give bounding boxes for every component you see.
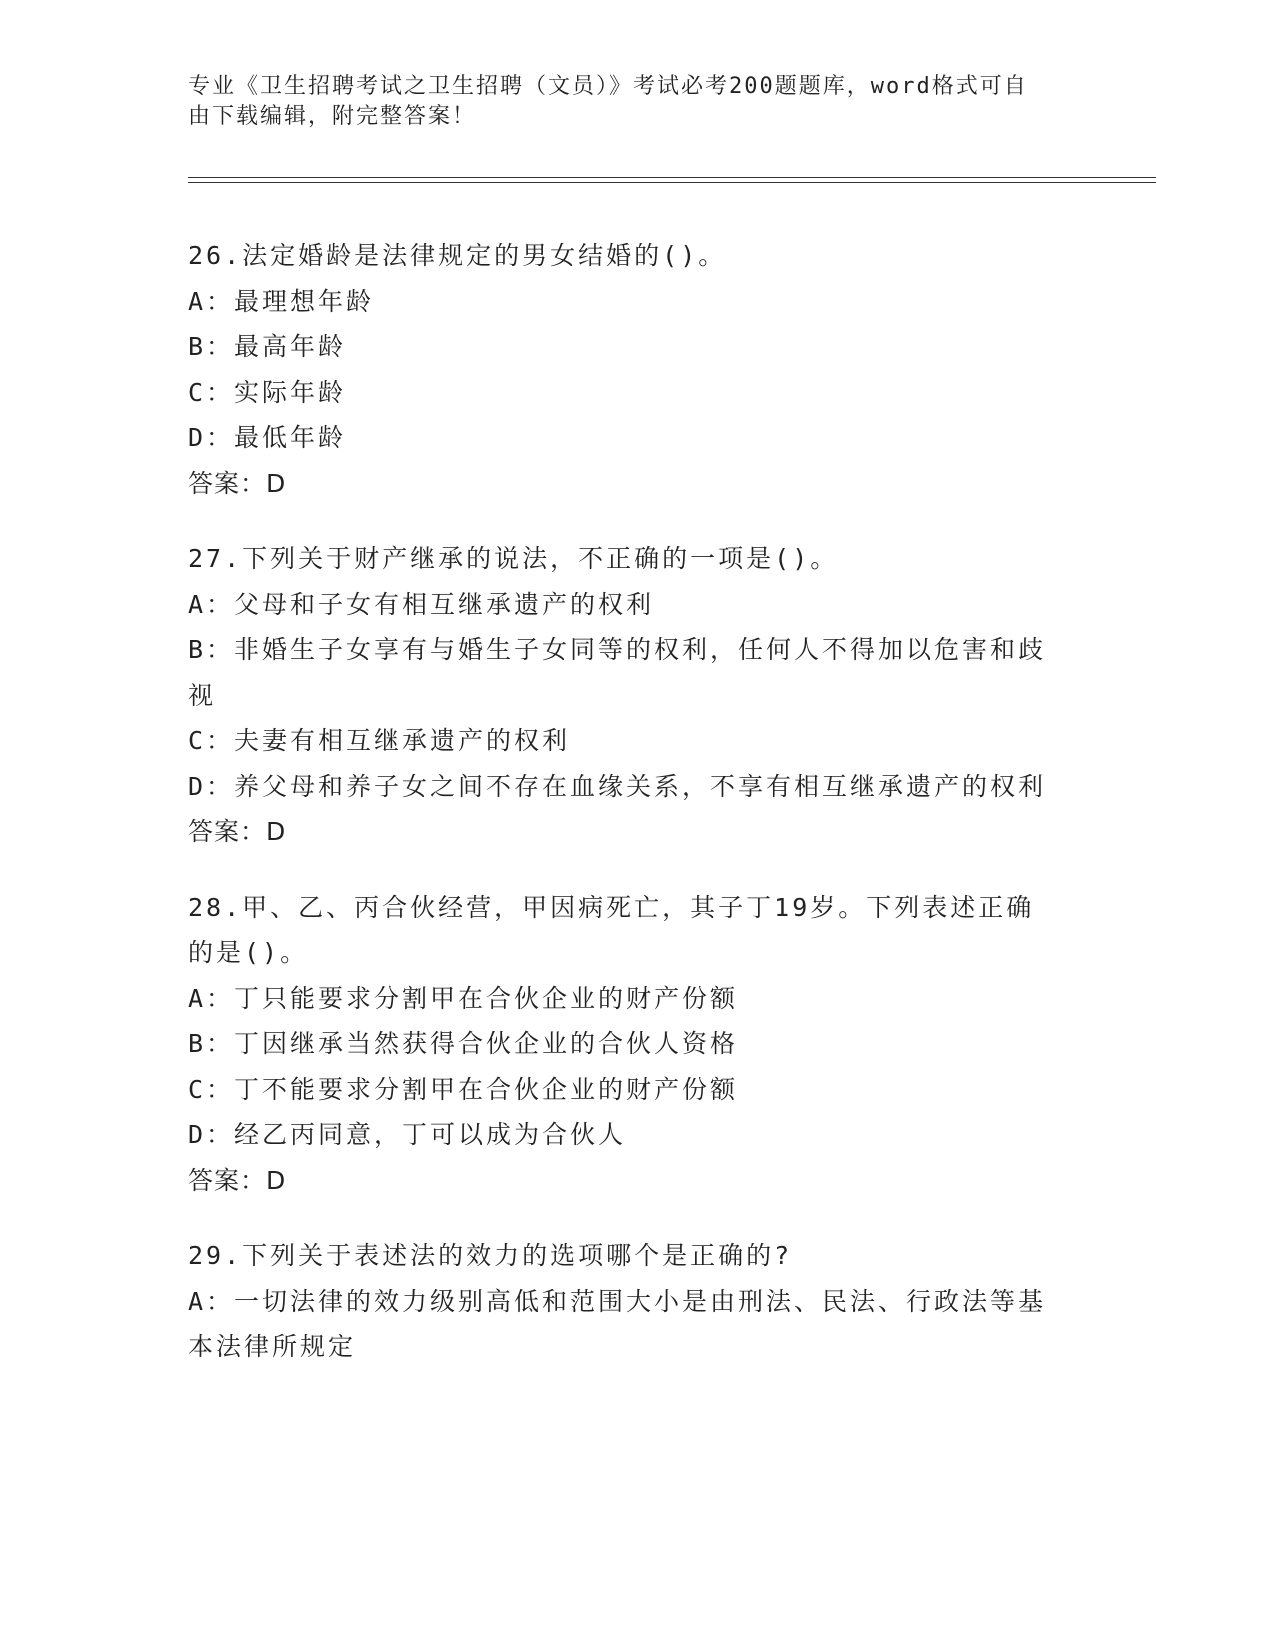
- option-a: A：最理想年龄: [188, 286, 375, 316]
- question-stem: 28.甲、乙、丙合伙经营，甲因病死亡，其子丁19岁。下列表述正确: [188, 892, 1035, 922]
- option-b: B：非婚生子女享有与婚生子女同等的权利，任何人不得加以危害和歧: [188, 635, 1047, 664]
- option-a-continued: 本法律所规定: [188, 1332, 357, 1361]
- option-d: D：养父母和养子女之间不存在血缘关系，不享有相互继承遗产的权利: [188, 771, 1047, 801]
- question-stem: 29.下列关于表述法的效力的选项哪个是正确的?: [188, 1241, 793, 1270]
- question-stem: 27.下列关于财产继承的说法，不正确的一项是()。: [188, 544, 839, 573]
- question-28: [188, 885, 1088, 1204]
- option-a: A：父母和子女有相互继承遗产的权利: [188, 589, 655, 619]
- option-a: A：丁只能要求分割甲在合伙企业的财产份额: [188, 983, 739, 1013]
- option-d: D：最低年龄: [188, 423, 347, 452]
- document-header: [188, 72, 1068, 132]
- question-26: [188, 233, 1088, 506]
- option-b: B：丁因继承当然获得合伙企业的合伙人资格: [188, 1029, 739, 1058]
- header-line-1: 专业《卫生招聘考试之卫生招聘（文员）》考试必考200题题库，word格式可自: [188, 74, 1028, 99]
- header-divider-bottom: [188, 182, 1156, 183]
- option-d: D：经乙丙同意，丁可以成为合伙人: [188, 1120, 627, 1149]
- option-c: C：夫妻有相互继承遗产的权利: [188, 726, 571, 755]
- answer-line: 答案：D: [188, 1165, 287, 1195]
- option-b-continued: 视: [188, 680, 217, 710]
- question-29: [188, 1233, 1088, 1370]
- option-a: A：一切法律的效力级别高低和范围大小是由刑法、民法、行政法等基: [188, 1286, 1047, 1316]
- question-stem-continued: 的是()。: [188, 938, 309, 967]
- header-divider-top: [188, 177, 1156, 178]
- question-stem: 26.法定婚龄是法律规定的男女结婚的()。: [188, 241, 727, 270]
- question-27: [188, 536, 1088, 855]
- option-c: C：丁不能要求分割甲在合伙企业的财产份额: [188, 1074, 739, 1104]
- option-c: C：实际年龄: [188, 377, 347, 407]
- option-b: B：最高年龄: [188, 332, 347, 361]
- question-list: [188, 233, 1088, 1400]
- answer-line: 答案：D: [188, 468, 287, 498]
- header-line-2: 由下载编辑，附完整答案！: [188, 104, 477, 129]
- answer-line: 答案：D: [188, 817, 287, 846]
